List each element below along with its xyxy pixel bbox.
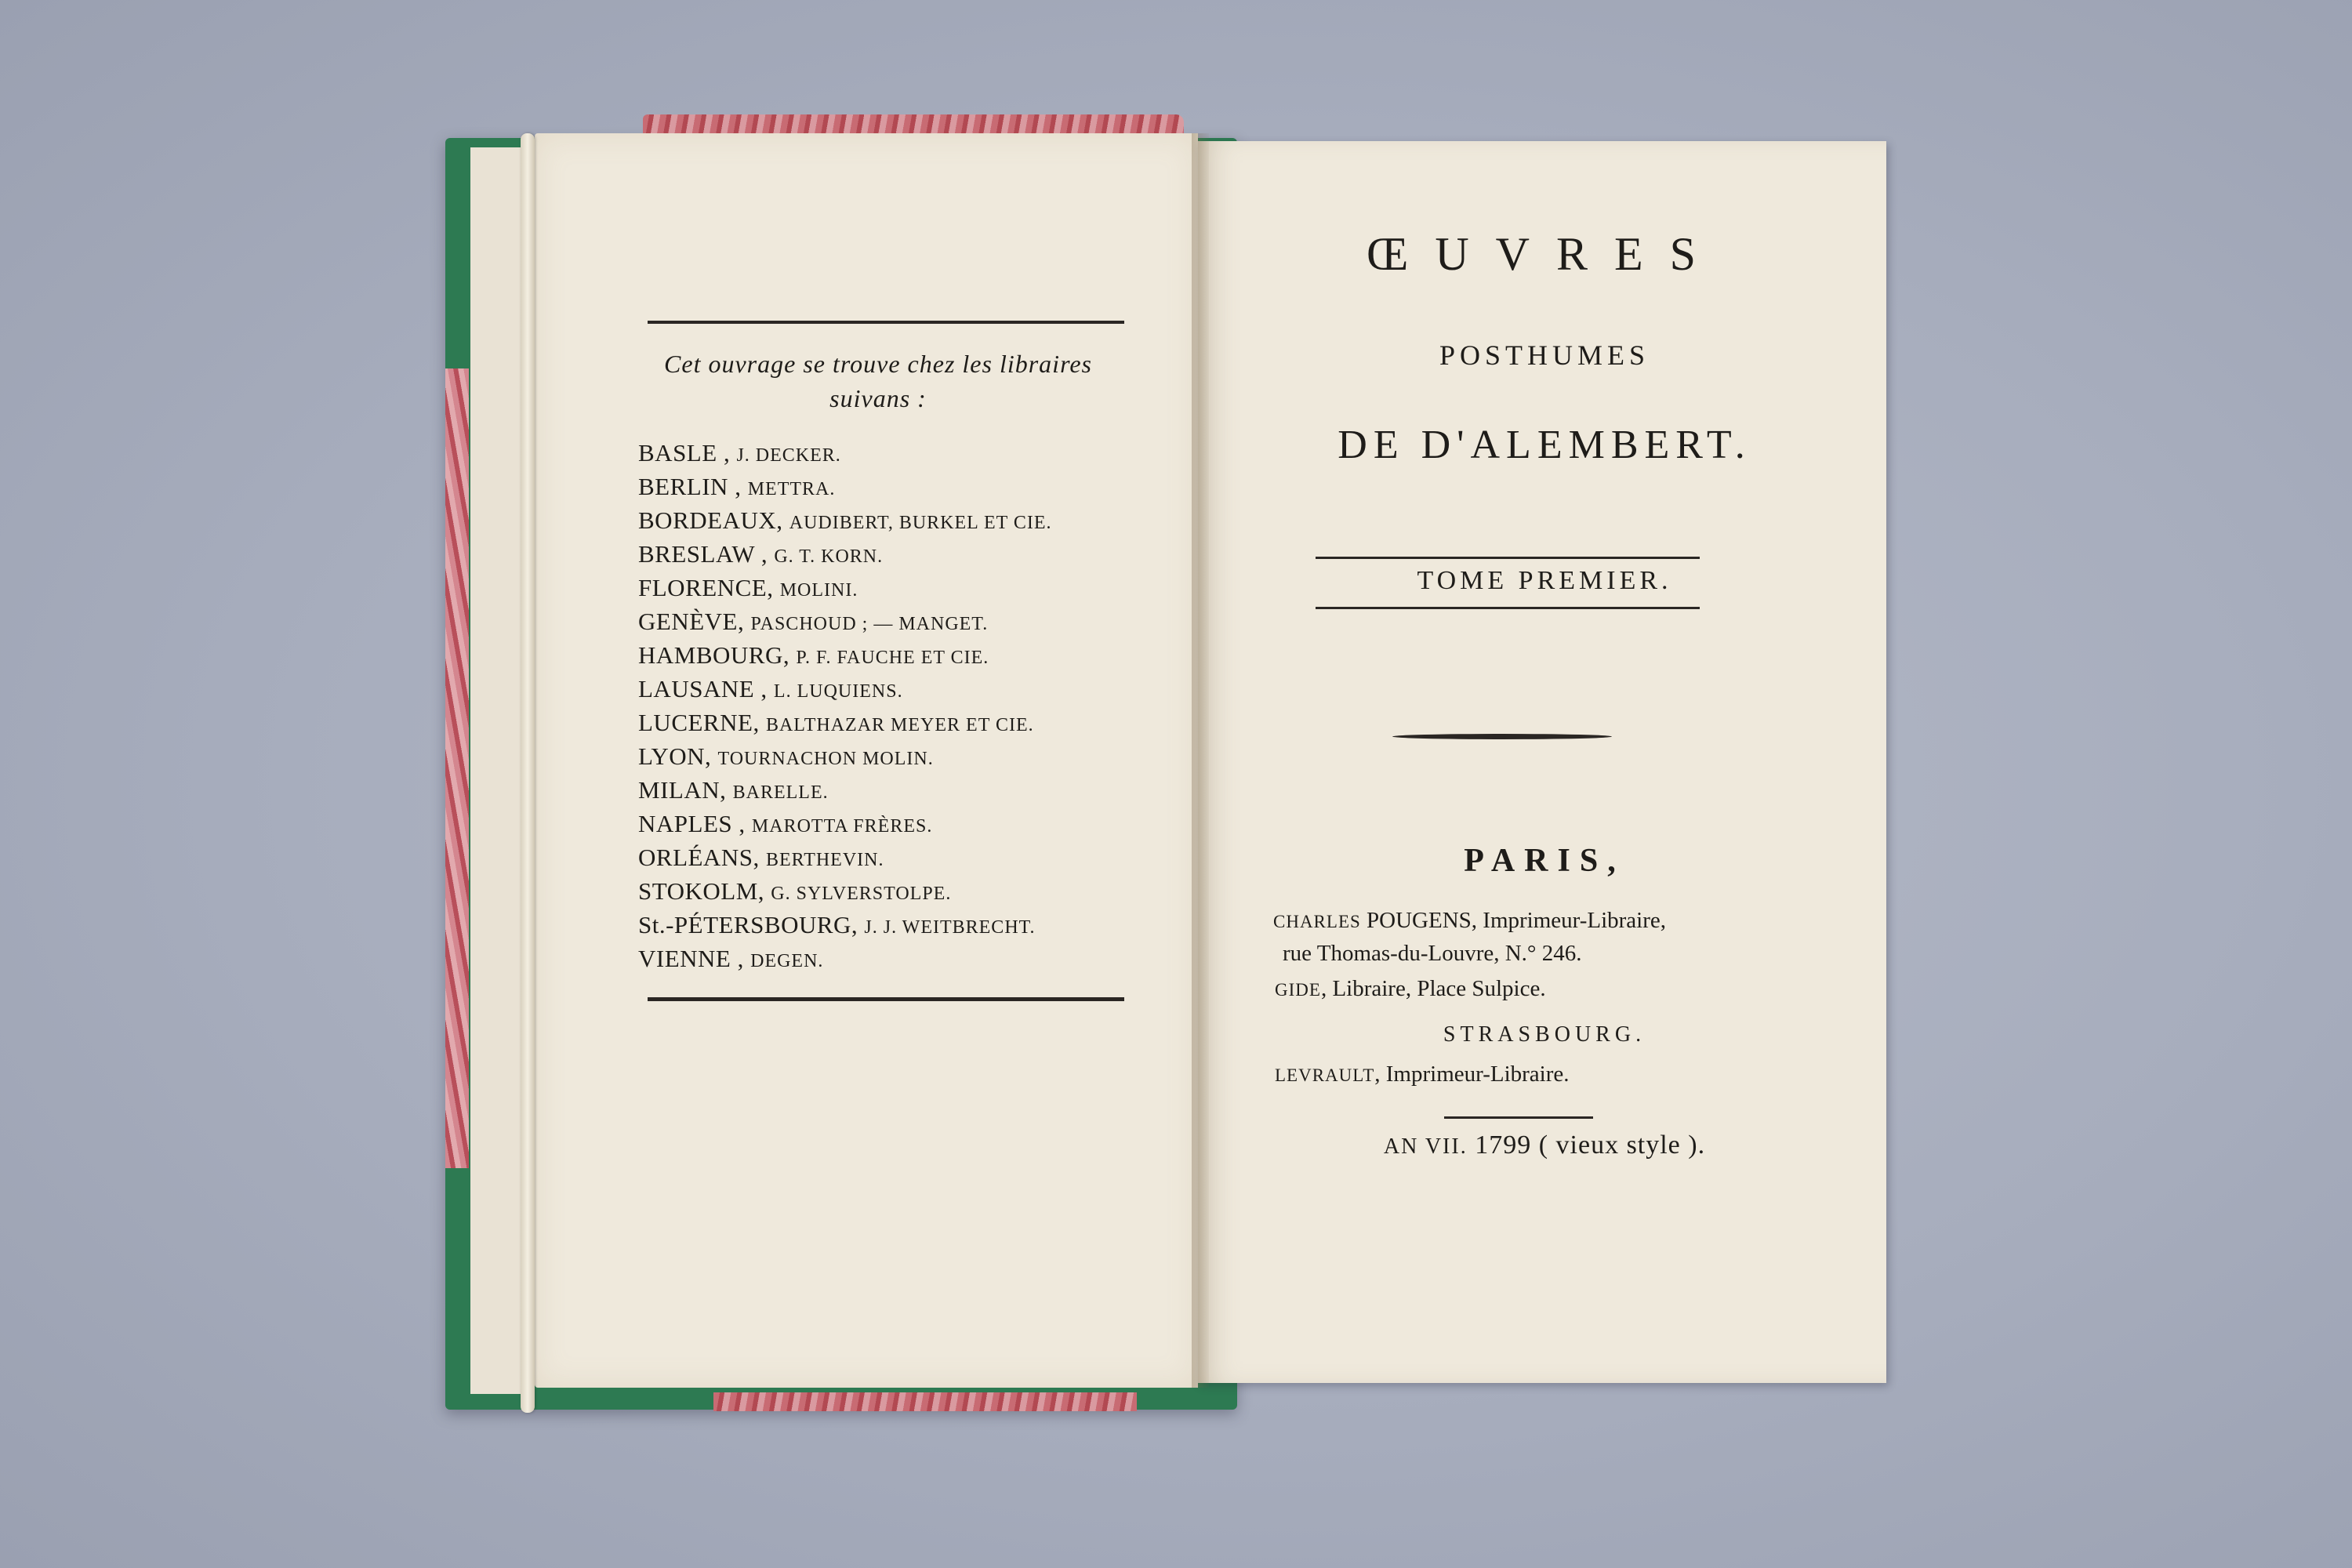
bookseller-entry: St.-PÉTERSBOURG, J. J. WEITBRECHT. bbox=[638, 911, 1036, 938]
bookseller-entry: NAPLES , MAROTTA FRÈRES. bbox=[638, 810, 933, 837]
book-title: ŒUVRES bbox=[1366, 228, 1723, 280]
bookseller-entry: LUCERNE, BALTHAZAR MEYER ET CIE. bbox=[638, 709, 1034, 736]
bookseller-entry: BRESLAW , G. T. KORN. bbox=[638, 540, 884, 568]
bookseller-entry: BASLE , J. DECKER. bbox=[638, 439, 841, 466]
bookseller-entry: BERLIN , METTRA. bbox=[638, 473, 836, 500]
date-rule bbox=[1444, 1116, 1593, 1119]
stock-notice: Cet ouvrage se trouve chez les libraires bbox=[664, 350, 1092, 378]
marbled-board-bottom bbox=[713, 1392, 1137, 1411]
imprint-city-2: STRASBOURG. bbox=[1443, 1022, 1646, 1047]
bookseller-entry: HAMBOURG, P. F. FAUCHE ET CIE. bbox=[638, 641, 989, 669]
publication-date: AN VII. 1799 ( vieux style ). bbox=[1383, 1131, 1706, 1160]
endpaper bbox=[470, 147, 525, 1394]
book-author: DE D'ALEMBERT. bbox=[1338, 423, 1751, 467]
bookseller-entry: STOKOLM, G. SYLVERSTOLPE. bbox=[638, 877, 952, 905]
bookseller-entry: MILAN, BARELLE. bbox=[638, 776, 829, 804]
book-subtitle: POSTHUMES bbox=[1439, 339, 1650, 371]
publisher-pougens-address: rue Thomas-du-Louvre, N.° 246. bbox=[1283, 941, 1582, 966]
top-rule-left bbox=[648, 321, 1124, 324]
bookseller-list bbox=[638, 439, 1187, 978]
gutter-shadow bbox=[1192, 133, 1209, 1388]
bookseller-entry: ORLÉANS, BERTHEVIN. bbox=[638, 844, 884, 871]
bookseller-entry: LAUSANE , L. LUQUIENS. bbox=[638, 675, 903, 702]
stock-notice-continued: suivans : bbox=[829, 384, 927, 412]
volume-rule-top bbox=[1316, 557, 1700, 559]
publisher-gide: GIDE, Libraire, Place Sulpice. bbox=[1275, 976, 1546, 1001]
publisher-levrault: LEVRAULT, Imprimeur-Libraire. bbox=[1275, 1062, 1570, 1087]
bookseller-entry: VIENNE , DEGEN. bbox=[638, 945, 824, 972]
bottom-rule-left bbox=[648, 997, 1124, 1001]
bookseller-entry: FLORENCE, MOLINI. bbox=[638, 574, 858, 601]
marbled-board-left bbox=[445, 368, 469, 1168]
publisher-pougens: CHARLES POUGENS, Imprimeur-Libraire, bbox=[1273, 908, 1667, 933]
bookseller-entry: LYON, TOURNACHON MOLIN. bbox=[638, 742, 934, 770]
imprint-city: PARIS, bbox=[1464, 843, 1625, 879]
volume-rule-bottom bbox=[1316, 607, 1700, 609]
elastic-band bbox=[521, 133, 535, 1413]
bookseller-entry: GENÈVE, PASCHOUD ; — MANGET. bbox=[638, 608, 989, 635]
volume-label: TOME PREMIER. bbox=[1417, 566, 1672, 595]
ornamental-rule bbox=[1392, 734, 1612, 739]
bookseller-entry: BORDEAUX, AUDIBERT, BURKEL ET CIE. bbox=[638, 506, 1052, 534]
title-page bbox=[1198, 141, 1886, 1383]
